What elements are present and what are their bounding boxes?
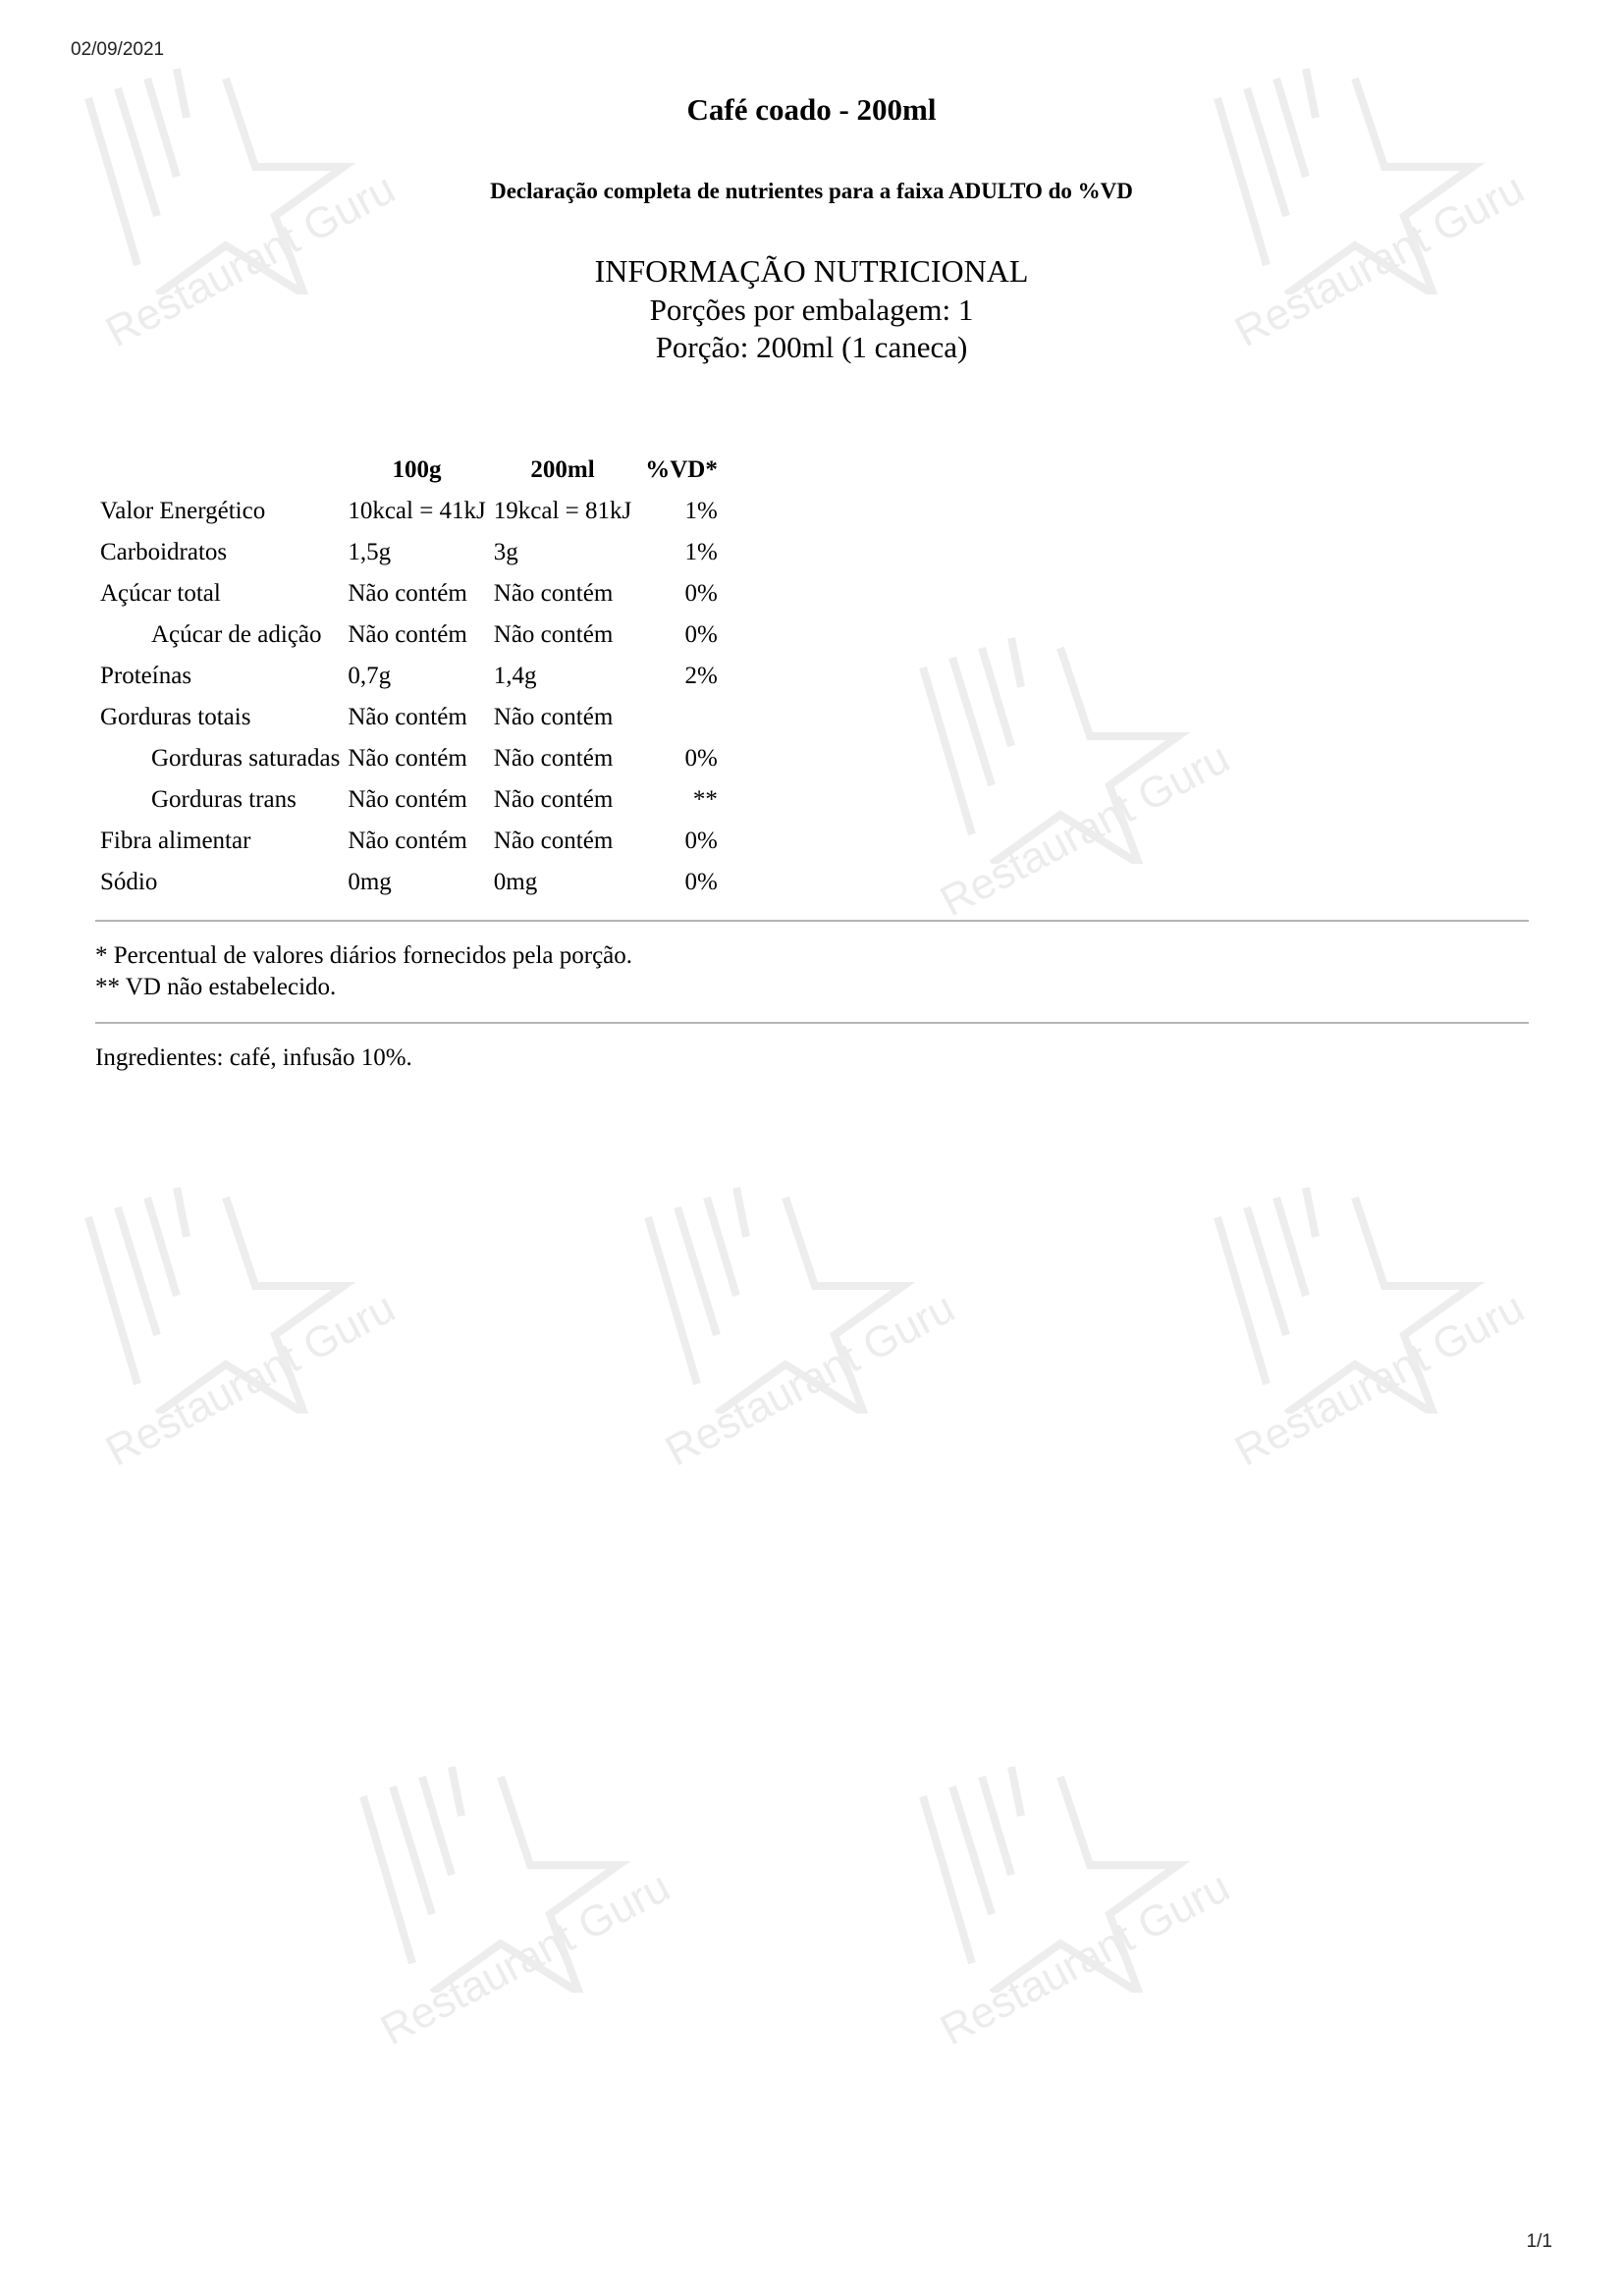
value-vd: ** — [692, 786, 718, 813]
ingredients-text: Ingredientes: café, infusão 10%. — [95, 1044, 412, 1071]
table-header-row — [96, 450, 722, 491]
divider — [95, 1022, 1529, 1024]
nutrient-name: Açúcar total — [100, 580, 221, 607]
page-number: 1/1 — [1526, 2231, 1552, 2252]
footnote-not-established: ** VD não estabelecido. — [95, 974, 337, 1000]
fork-star-icon — [353, 1757, 648, 1993]
product-title: Café coado - 200ml — [686, 92, 937, 127]
table-row — [96, 779, 722, 821]
declaration-subtitle: Declaração completa de nutrientes para a faixa ADULTO do %VD — [490, 179, 1133, 203]
table-row — [96, 491, 722, 532]
value-vd: 0% — [684, 580, 718, 607]
fork-star-icon — [638, 1178, 933, 1414]
watermark-tile — [1208, 1178, 1542, 1512]
value-vd: 1% — [684, 539, 718, 565]
value-200ml: 0mg — [493, 869, 538, 895]
table-row — [96, 614, 722, 656]
watermark-tile — [638, 1178, 972, 1512]
value-200ml: Não contém — [493, 621, 614, 648]
value-vd — [635, 697, 722, 738]
value-100g: Não contém — [348, 828, 467, 854]
nutrient-name: Carboidratos — [100, 539, 228, 565]
nutrient-name: Gorduras trans — [151, 786, 297, 813]
value-vd: 0% — [684, 869, 718, 895]
value-100g: Não contém — [348, 745, 467, 772]
value-100g: Não contém — [348, 580, 467, 607]
watermark-text: Restaurant Guru — [1227, 164, 1533, 357]
watermark-text: Restaurant Guru — [658, 1283, 963, 1476]
table-row — [96, 821, 722, 862]
watermark-tile — [913, 1757, 1247, 2091]
footnote-vd: * Percentual de valores diários fornecidos pela porção. — [95, 942, 633, 969]
column-header-100g: 100g — [392, 456, 442, 483]
value-200ml: Não contém — [493, 580, 614, 607]
nutrient-name: Sódio — [100, 869, 158, 895]
nutrient-name: Proteínas — [100, 663, 192, 689]
nutrient-name: Gorduras saturadas — [151, 745, 341, 772]
value-200ml: Não contém — [493, 745, 614, 772]
divider — [95, 920, 1529, 922]
value-100g: Não contém — [348, 621, 467, 648]
watermark-text: Restaurant Guru — [933, 1862, 1238, 2056]
value-100g: Não contém — [348, 786, 467, 813]
watermark-tile — [79, 1178, 412, 1512]
nutrient-name: Fibra alimentar — [100, 828, 251, 854]
table-row — [96, 738, 722, 779]
watermark-text: Restaurant Guru — [98, 164, 404, 357]
value-100g: 10kcal = 41kJ — [348, 498, 486, 524]
value-100g: Não contém — [348, 704, 467, 730]
value-100g: 0,7g — [348, 663, 392, 689]
watermark-text: Restaurant Guru — [98, 1283, 404, 1476]
watermark-text: Restaurant Guru — [1227, 1283, 1533, 1476]
watermark-tile — [353, 1757, 687, 2091]
table-row — [96, 573, 722, 614]
value-200ml: 19kcal = 81kJ — [493, 498, 632, 524]
watermark-tile — [913, 628, 1247, 962]
value-100g: 0mg — [348, 869, 392, 895]
nutrient-name: Valor Energético — [100, 498, 266, 524]
value-200ml: 3g — [493, 539, 518, 565]
value-100g: 1,5g — [348, 539, 392, 565]
watermark-text: Restaurant Guru — [933, 733, 1238, 927]
column-header-vd: %VD* — [645, 456, 718, 483]
servings-per-package: Porções por embalagem: 1 — [649, 293, 974, 327]
table-row — [96, 862, 722, 903]
print-date: 02/09/2021 — [71, 39, 165, 60]
fork-star-icon — [913, 1757, 1208, 1993]
value-vd: 2% — [684, 663, 718, 689]
value-vd: 0% — [684, 621, 718, 648]
value-200ml: 1,4g — [493, 663, 537, 689]
value-200ml: Não contém — [493, 828, 614, 854]
table-row — [96, 697, 722, 738]
nutrition-table — [96, 450, 722, 903]
value-vd: 0% — [684, 828, 718, 854]
value-200ml: Não contém — [493, 786, 614, 813]
column-header-nutrient — [96, 450, 344, 491]
fork-star-icon — [913, 628, 1208, 864]
value-vd: 0% — [684, 745, 718, 772]
fork-star-icon — [1208, 1178, 1502, 1414]
nutrition-info-heading: INFORMAÇÃO NUTRICIONAL — [594, 253, 1029, 289]
fork-star-icon — [79, 1178, 373, 1414]
nutrient-name: Açúcar de adição — [151, 621, 322, 648]
table-row — [96, 532, 722, 573]
watermark-text: Restaurant Guru — [373, 1862, 678, 2056]
column-header-200ml: 200ml — [530, 456, 595, 483]
table-row — [96, 656, 722, 697]
value-vd: 1% — [684, 498, 718, 524]
serving-size: Porção: 200ml (1 caneca) — [655, 330, 968, 364]
value-200ml: Não contém — [493, 704, 614, 730]
nutrient-name: Gorduras totais — [100, 704, 251, 730]
